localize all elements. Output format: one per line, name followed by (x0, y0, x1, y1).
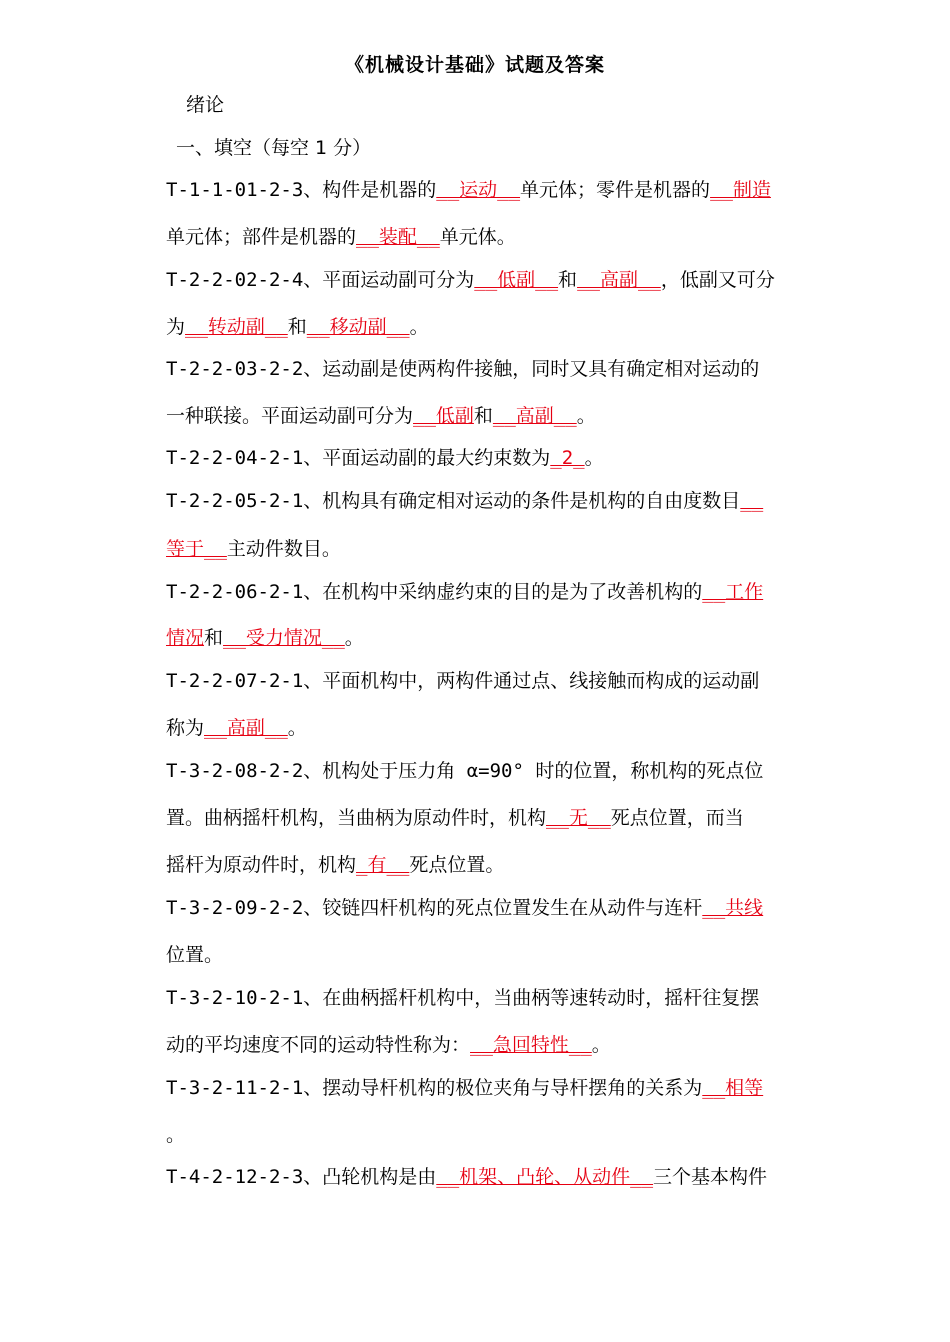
answer-blank: 等于__ (166, 538, 227, 560)
answer-blank: _有__ (356, 854, 410, 876)
answer-blank: __共线 (702, 897, 764, 919)
question-text: 和 (558, 269, 578, 291)
question-text: 和 (287, 316, 307, 338)
question-text: T-2-2-06-2-1、在机构中采纳虚约束的目的是为了改善机构的 (166, 581, 703, 603)
question-line (166, 850, 504, 877)
answer-blank: __转动副__ (185, 316, 288, 338)
question-text: T-2-2-02-2-4、平面运动副可分为 (166, 269, 475, 291)
question-text: 一种联接。平面运动副可分为 (166, 405, 414, 427)
answer-blank: __运动__ (436, 179, 521, 201)
answer-blank: __受力情况__ (223, 627, 345, 649)
question-text: 死点位置。 (409, 854, 505, 876)
question-text: T-3-2-08-2-2、机构处于压力角 α=90° 时的位置，称机构的死点位 (166, 760, 764, 782)
question-text: T-2-2-05-2-1、机构具有确定相对运动的条件是机构的自由度数目 (166, 490, 741, 512)
question-line (166, 1120, 185, 1147)
question-text: 单元体。 (439, 226, 516, 248)
answer-blank: __高副__ (492, 405, 577, 427)
question-text: 摇杆为原动件时，机构 (166, 854, 357, 876)
question-line (166, 1162, 767, 1189)
question-text: T-3-2-11-2-1、摆动导杆机构的极位夹角与导杆摆角的关系为 (166, 1077, 703, 1099)
question-line (166, 486, 763, 513)
answer-blank: __相等 (702, 1077, 764, 1099)
question-line (166, 312, 429, 339)
question-text: 三个基本构件 (653, 1166, 768, 1188)
answer-blank: __装配__ (356, 226, 440, 248)
question-text: T-2-2-07-2-1、平面机构中，两构件通过点、线接触而构成的运动副 (166, 670, 760, 692)
question-line (166, 175, 771, 202)
question-text: 死点位置，而当 (610, 807, 744, 829)
question-text: 。 (576, 405, 596, 427)
question-line (166, 666, 759, 693)
question-line (166, 756, 763, 783)
question-text: 单元体；零件是机器的 (520, 179, 711, 201)
answer-blank: __工作 (702, 581, 764, 603)
answer-blank: __低副__ (474, 269, 559, 291)
question-text: T-4-2-12-2-3、凸轮机构是由 (166, 1166, 437, 1188)
question-text: 动的平均速度不同的运动特性称为： (166, 1034, 471, 1056)
question-line (166, 803, 744, 830)
answer-blank: 情况 (166, 627, 205, 649)
question-text: T-2-2-04-2-1、平面运动副的最大约束数为 (166, 447, 551, 469)
question-line (166, 940, 223, 967)
question-line (166, 1030, 611, 1057)
answer-blank: __高副__ (577, 269, 661, 291)
answer-blank: __低副 (413, 405, 474, 427)
question-text: 和 (204, 627, 224, 649)
question-line (166, 534, 341, 561)
document-title: 《机械设计基础》试题及答案 (344, 54, 605, 76)
question-text: T-2-2-03-2-2、运动副是使两构件接触，同时又具有确定相对运动的 (166, 358, 760, 380)
answer-blank: __急回特性__ (470, 1034, 592, 1056)
question-text: 主动件数目。 (226, 538, 341, 560)
question-line (166, 623, 364, 650)
question-line (166, 401, 596, 428)
question-text: 位置。 (166, 944, 224, 966)
question-text: 单元体；部件是机器的 (166, 226, 357, 248)
answer-blank: __制造 (710, 179, 771, 201)
question-line (166, 443, 604, 470)
question-line (166, 577, 763, 604)
question-text: 为 (166, 316, 186, 338)
question-line (166, 354, 759, 381)
question-line (166, 983, 759, 1010)
question-text: 和 (473, 405, 493, 427)
question-text: 。 (287, 717, 307, 739)
answer-blank: __移动副__ (306, 316, 410, 338)
question-text: 置。曲柄摇杆机构，当曲柄为原动件时，机构 (166, 807, 547, 829)
question-text: 。 (344, 627, 364, 649)
part-heading: 一、填空（每空 1 分） (176, 137, 372, 159)
question-line (166, 713, 307, 740)
answer-blank: __ (740, 490, 764, 512)
question-text: ，低副又可分 (660, 269, 775, 291)
question-text: 称为 (166, 717, 205, 739)
question-text: 。 (584, 447, 604, 469)
question-line (166, 893, 763, 920)
question-text: T-3-2-09-2-2、铰链四杆机构的死点位置发生在从动件与连杆 (166, 897, 703, 919)
answer-blank: __无__ (546, 807, 611, 829)
answer-blank: _2_ (550, 447, 585, 469)
question-text: 。 (591, 1034, 611, 1056)
question-line (166, 222, 516, 249)
question-line (166, 1073, 763, 1100)
answer-blank: __高副__ (204, 717, 288, 739)
question-line (166, 265, 775, 292)
question-text: T-1-1-01-2-3、构件是机器的 (166, 179, 437, 201)
section-heading: 绪论 (186, 94, 225, 116)
question-text: 。 (409, 316, 429, 338)
question-text: 。 (166, 1124, 186, 1146)
question-text: T-3-2-10-2-1、在曲柄摇杆机构中，当曲柄等速转动时，摇杆往复摆 (166, 987, 760, 1009)
answer-blank: __机架、凸轮、从动件__ (436, 1166, 654, 1188)
